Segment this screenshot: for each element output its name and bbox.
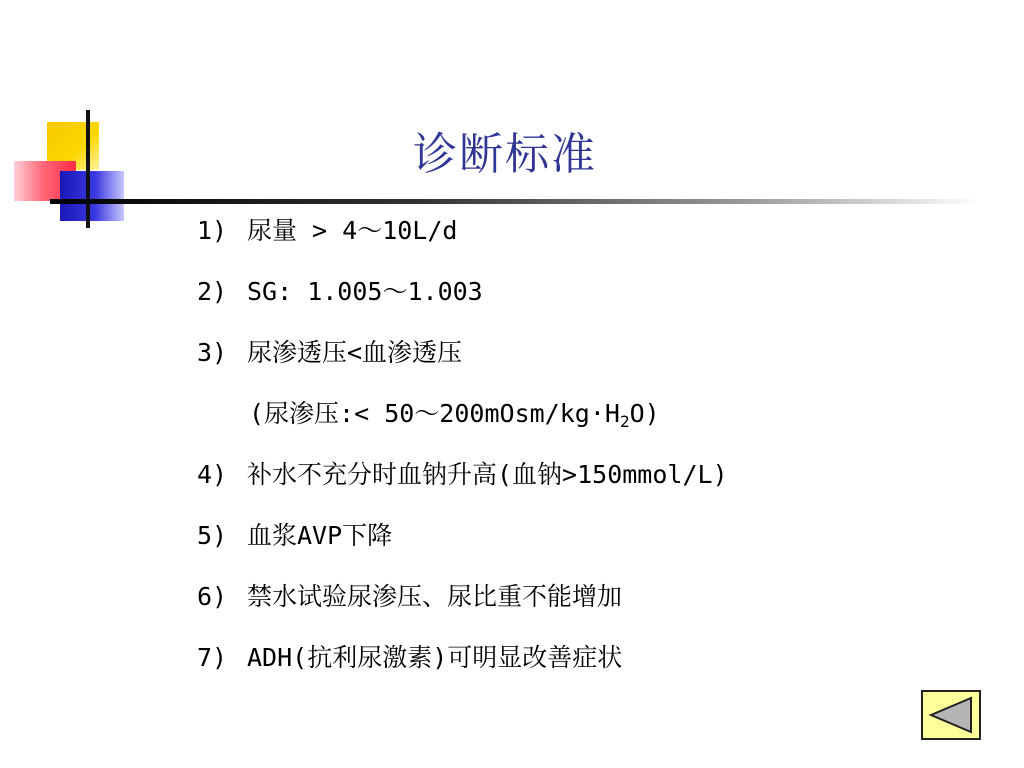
list-item bbox=[197, 271, 728, 332]
triangle-left-icon bbox=[923, 692, 979, 738]
item-text bbox=[197, 393, 660, 435]
item-text: 补水不充分时血钠升高(血钠>150mmol/L) bbox=[247, 460, 728, 489]
item-number: 2) bbox=[197, 277, 228, 306]
item-text-prefix: (尿渗压:< 50～200mOsm/kg·H bbox=[249, 399, 620, 428]
item-text: 血浆AVP下降 bbox=[247, 521, 393, 550]
list-item-continuation bbox=[197, 393, 728, 454]
list-item bbox=[197, 332, 728, 393]
item-number: 5) bbox=[197, 521, 228, 550]
item-text: 尿渗透压<血渗透压 bbox=[247, 338, 463, 367]
item-text: ADH(抗利尿激素)可明显改善症状 bbox=[247, 643, 623, 672]
item-text: 尿量 > 4～10L/d bbox=[247, 216, 458, 245]
item-number: 7) bbox=[197, 643, 228, 672]
back-button[interactable] bbox=[921, 690, 981, 740]
slide-title-text: 诊断标准 bbox=[413, 129, 597, 180]
item-number: 6) bbox=[197, 582, 228, 611]
item-number: 1) bbox=[197, 216, 228, 245]
list-item bbox=[197, 637, 728, 698]
list-item bbox=[197, 454, 728, 515]
item-text: 禁水试验尿渗压、尿比重不能增加 bbox=[247, 582, 623, 611]
criteria-list bbox=[197, 210, 728, 698]
item-text-suffix: O) bbox=[629, 399, 660, 428]
item-subscript: 2 bbox=[619, 412, 630, 431]
title-underline-rule bbox=[50, 199, 980, 204]
item-number: 3) bbox=[197, 338, 228, 367]
slide-title bbox=[0, 118, 1010, 182]
list-item bbox=[197, 576, 728, 637]
item-text: SG: 1.005～1.003 bbox=[247, 277, 483, 306]
list-item bbox=[197, 210, 728, 271]
list-item bbox=[197, 515, 728, 576]
item-number: 4) bbox=[197, 460, 228, 489]
